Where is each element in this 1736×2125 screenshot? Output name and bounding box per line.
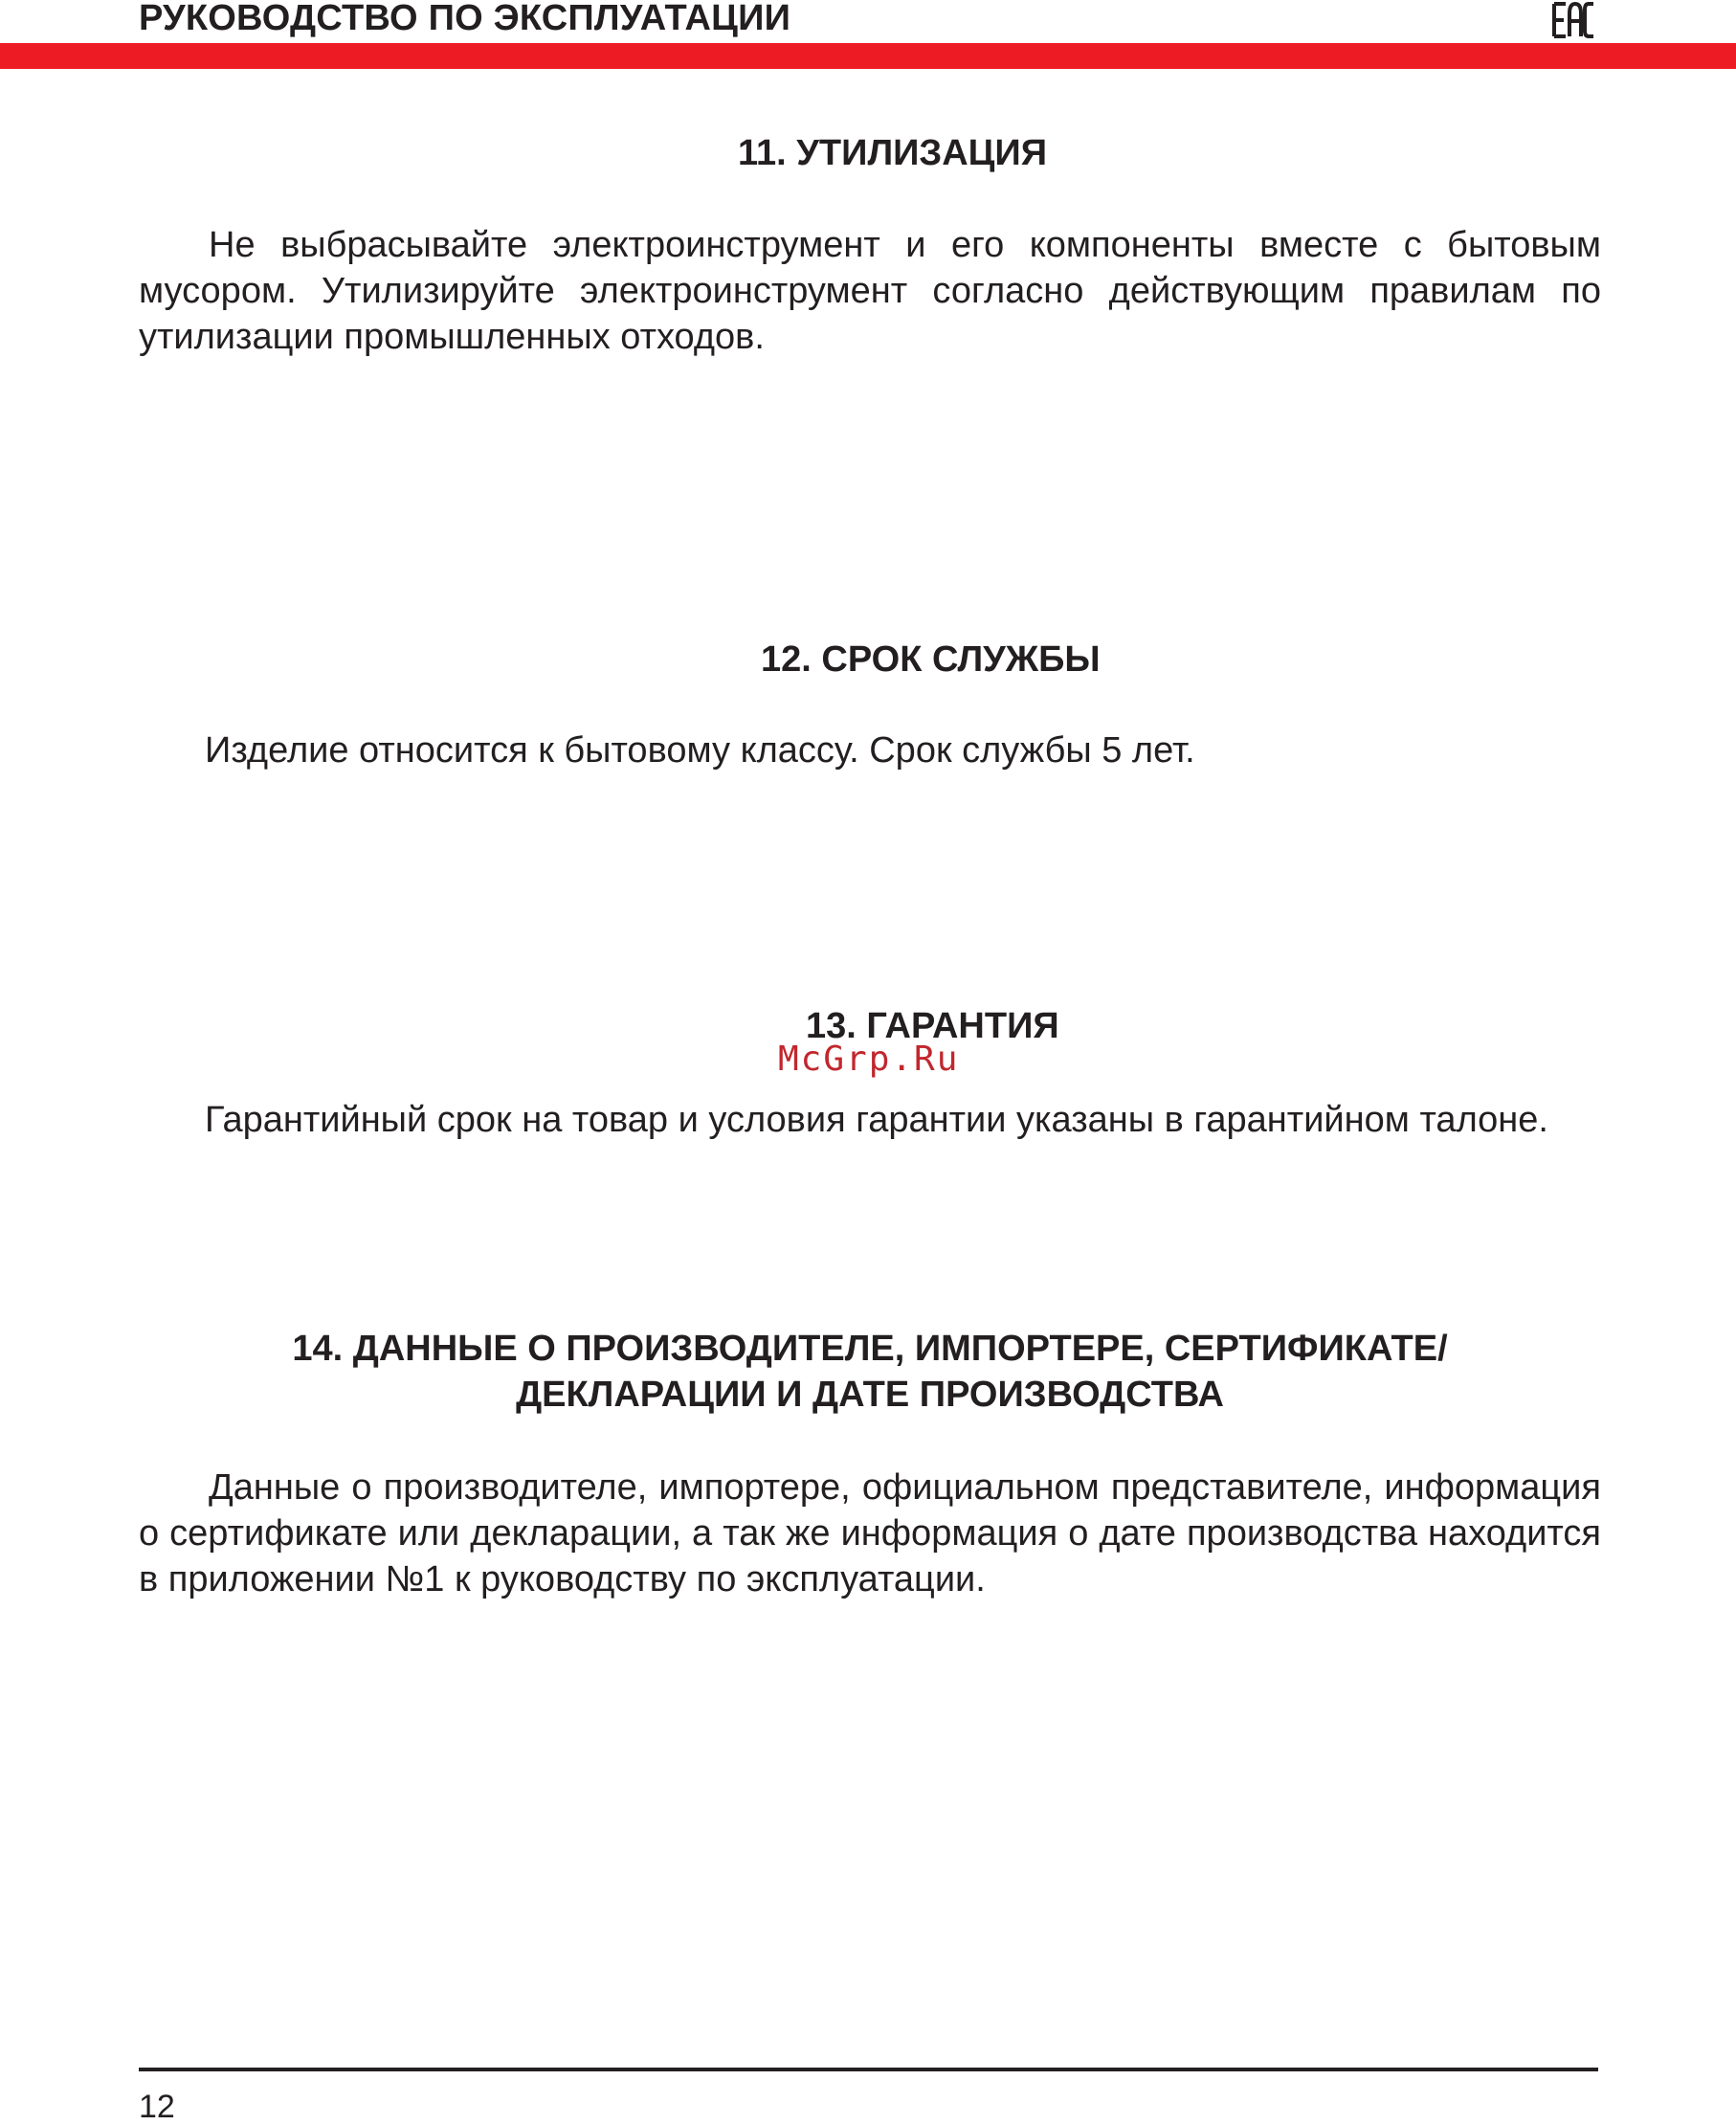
watermark-text: McGrp.Ru bbox=[778, 1040, 960, 1079]
section-title-line: 14. ДАННЫЕ О ПРОИЗВОДИТЕЛЕ, ИМПОРТЕРЕ, СЕРТИФИКАТЕ/ bbox=[292, 1329, 1448, 1369]
section-title: 11. УТИЛИЗАЦИЯ bbox=[738, 133, 1048, 173]
document-title: РУКОВОДСТВО ПО ЭКСПЛУАТАЦИИ bbox=[139, 0, 791, 38]
footer-divider bbox=[139, 2068, 1598, 2071]
section-paragraph: Данные о производителе, импортере, официальном представителе, информация о сертификате или декларации, а так же информация о дате производства находится в приложении №1 к руководству по эксплуатации. bbox=[139, 1467, 1601, 1599]
page-number: 12 bbox=[139, 2089, 175, 2125]
section-paragraph: Изделие относится к бытовому классу. Срок службы 5 лет. bbox=[205, 730, 1195, 771]
section-title bbox=[139, 1326, 1601, 1418]
section-paragraph: Гарантийный срок на товар и условия гарантии указаны в гарантийном талоне. bbox=[205, 1100, 1548, 1140]
header-red-band bbox=[0, 43, 1736, 69]
section-title: 12. СРОК СЛУЖБЫ bbox=[761, 639, 1101, 680]
section-title-line: ДЕКЛАРАЦИИ И ДАТЕ ПРОИЗВОДСТВА bbox=[516, 1375, 1224, 1415]
eac-mark-icon bbox=[1552, 2, 1594, 38]
section-title: 13. ГАРАНТИЯ bbox=[806, 1006, 1059, 1046]
section-paragraph: Не выбрасывайте электроинструмент и его компоненты вместе с бытовым мусором. Утилизируйте электроинструмент согласно действующим правилам по утилизации промышленных отходов. bbox=[139, 225, 1601, 357]
